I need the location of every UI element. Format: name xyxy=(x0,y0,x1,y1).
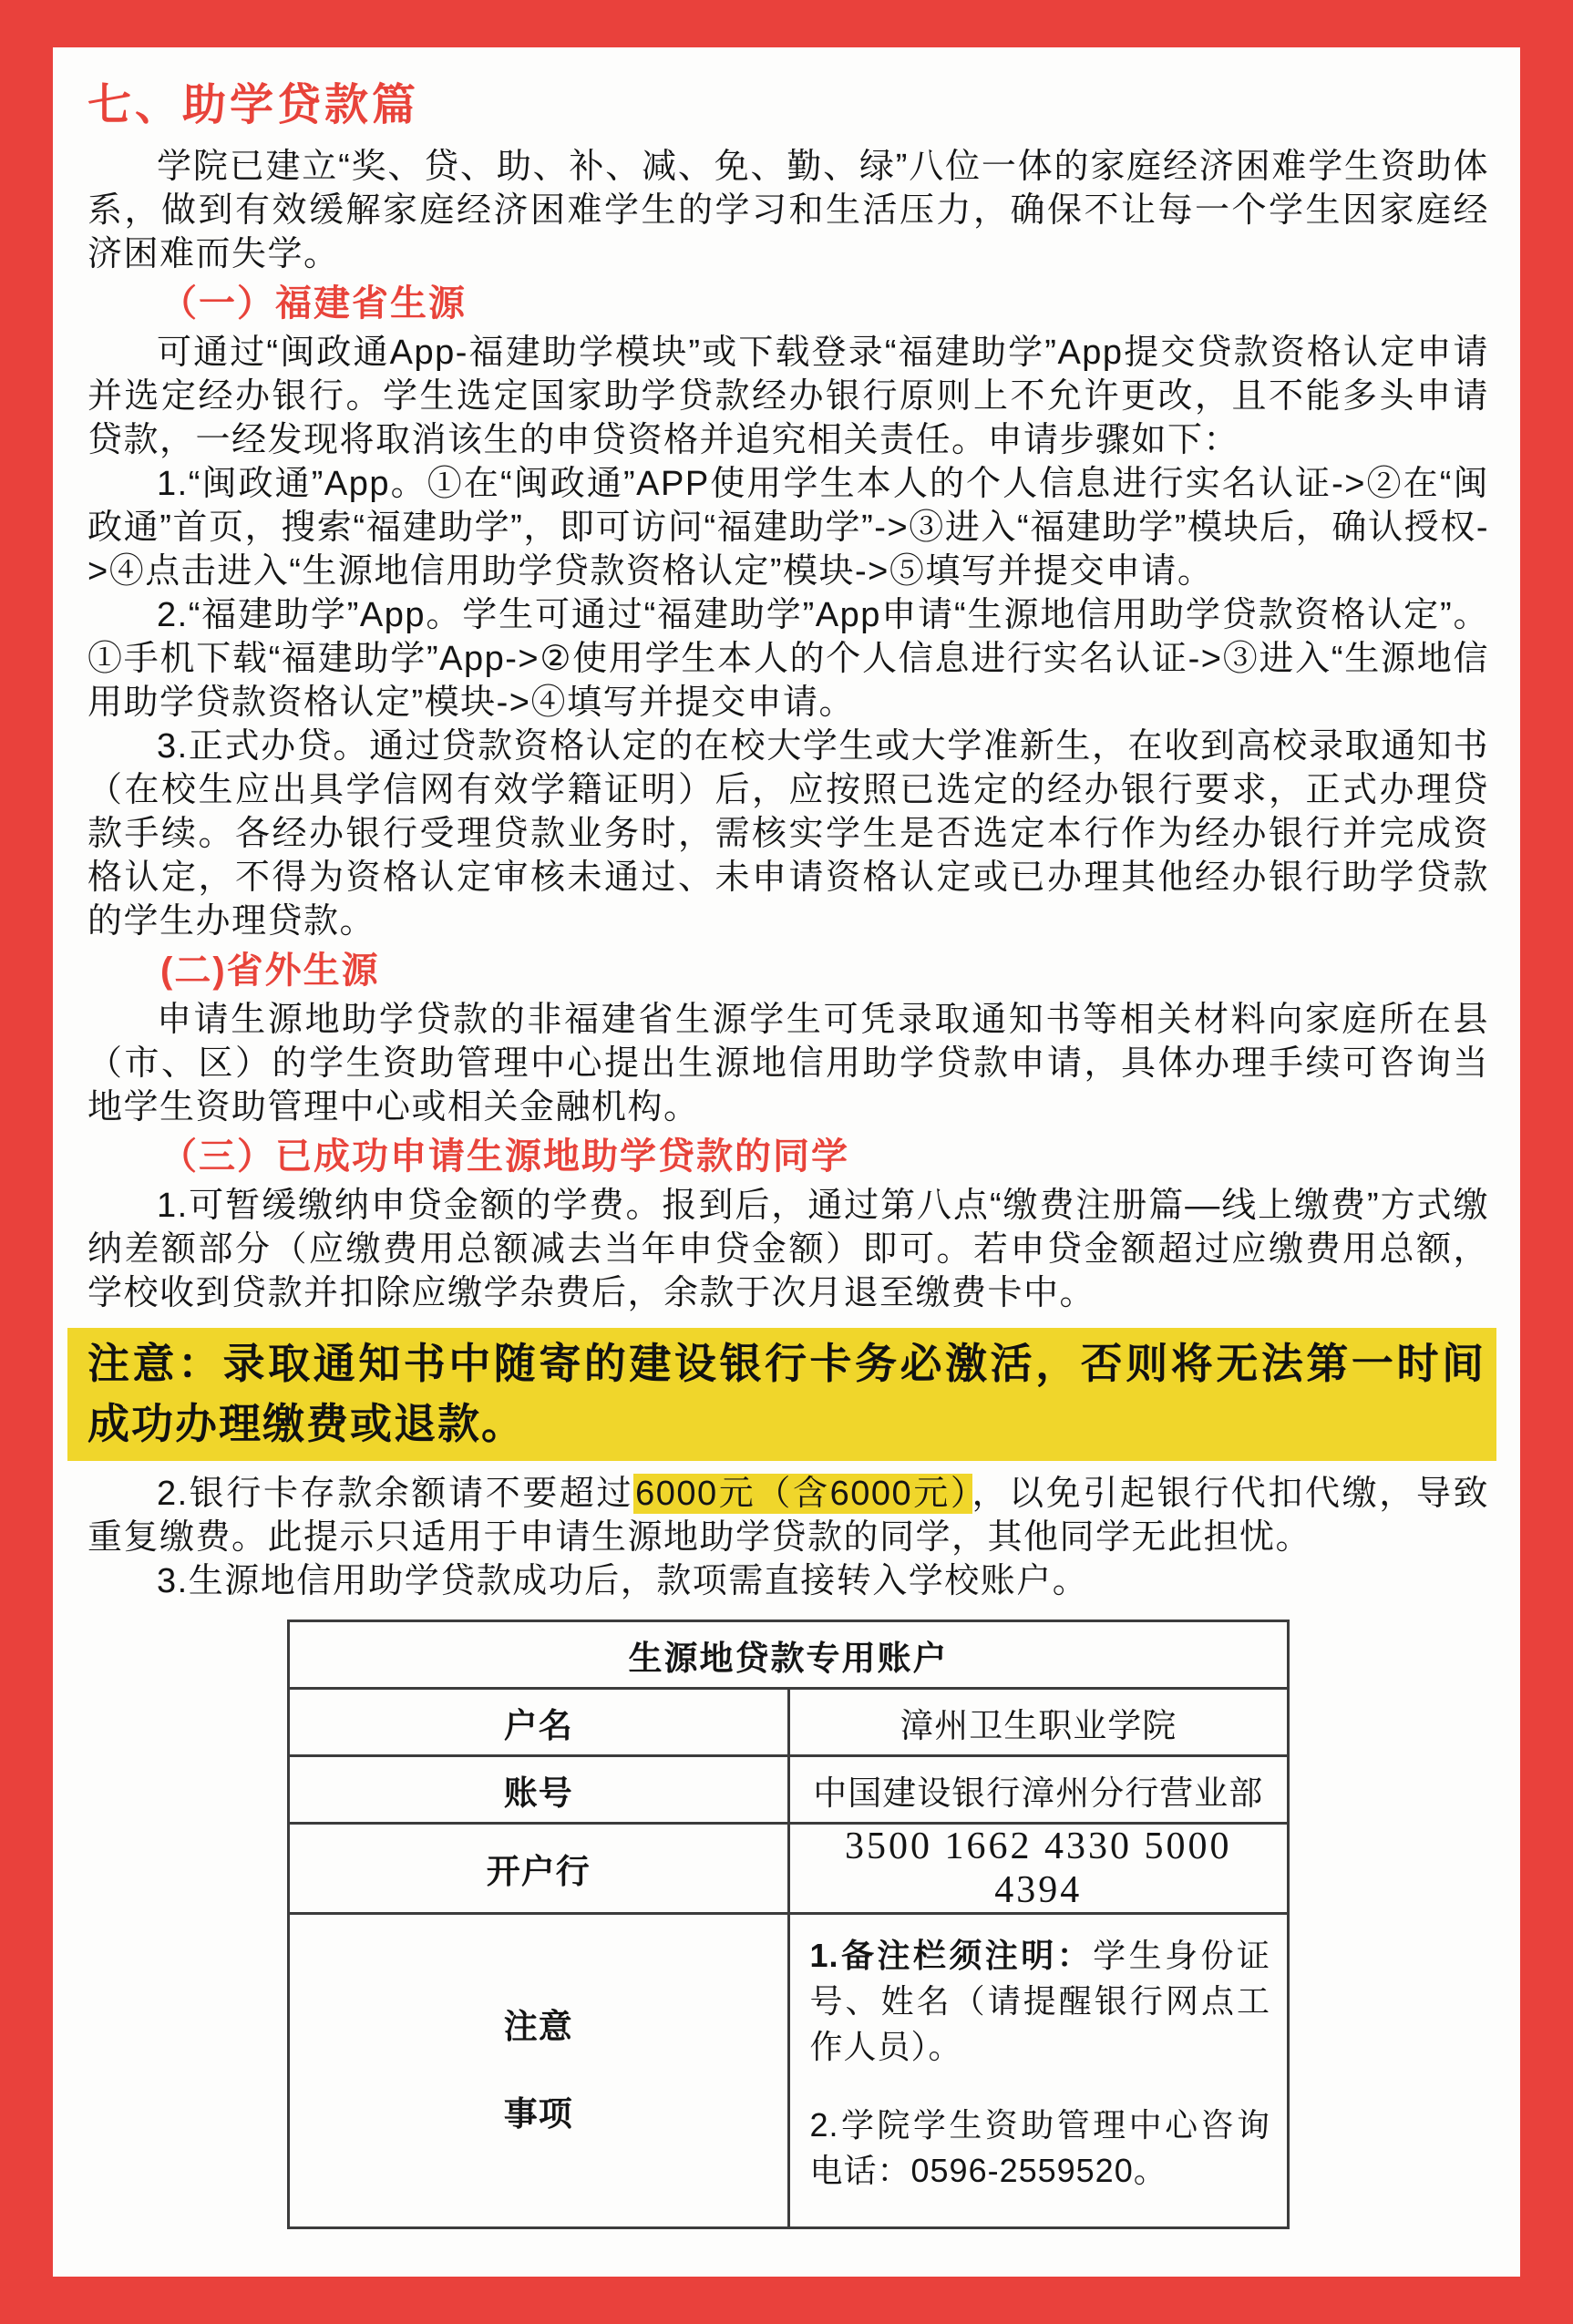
loan-account-table xyxy=(287,1620,1290,2229)
page-title: 七、助学贷款篇 xyxy=(87,81,420,129)
account-name-label: 户名 xyxy=(289,1689,789,1756)
account-name-value: 漳州卫生职业学院 xyxy=(788,1689,1289,1756)
table-row-notes xyxy=(289,1914,1289,2228)
account-number-value: 中国建设银行漳州分行营业部 xyxy=(788,1756,1289,1824)
section-1-step-fujianzhuxue-app: 2.“福建助学”App。学生可通过“福建助学”App申请“生源地信用助学贷款资格认定”。①手机下载“福建助学”App->②使用学生本人的个人信息进行实名认证->③进入“生源地信用助学贷款资格认定”模块->④填写并提交申请。 xyxy=(87,596,1489,722)
section-2-paragraph: 申请生源地助学贷款的非福建省生源学生可凭录取通知书等相关材料向家庭所在县（市、区）的学生资助管理中心提出生源地信用助学贷款申请，具体办理手续可咨询当地学生资助管理中心或相关金融机构。 xyxy=(87,1001,1489,1126)
notes-label-line2: 事项 xyxy=(503,2095,573,2133)
note-item-1-lead: 1.备注栏须注明： xyxy=(809,1937,1094,1974)
section-1-paragraph-overview: 可通过“闽政通App-福建助学模块”或下载登录“福建助学”App提交贷款资格认定申请并选定经办银行。学生选定国家助学贷款经办银行原则上不允许更改，且不能多头申请贷款，一经发现将取消该生的申贷资格并追究相关责任。申请步骤如下： xyxy=(87,334,1489,459)
note-item-1 xyxy=(810,1933,1271,2070)
section-3-paragraph-defer-tuition: 1.可暂缓缴纳申贷金额的学费。报到后，通过第八点“缴费注册篇—线上缴费”方式缴纳差额部分（应缴费用总额减去当年申贷金额）即可。若申贷金额超过应缴费用总额，学校收到贷款并扣除应缴学杂费后，余款于次月退至缴费卡中。 xyxy=(87,1187,1489,1312)
section-1-step-formal-loan: 3.正式办贷。通过贷款资格认定的在校大学生或大学准新生，在收到高校录取通知书（在校生应出具学信网有效学籍证明）后，应按照已选定的经办银行要求，正式办理贷款手续。各经办银行受理贷款业务时，需核实学生是否选定本行作为经办银行并完成资格认定，不得为资格认定审核未通过、未申请资格认定或已办理其他经办银行助学贷款的学生办理贷款。 xyxy=(87,727,1489,941)
notes-label-line1: 注意 xyxy=(503,2008,573,2045)
table-header-row xyxy=(289,1621,1289,1689)
notes-label xyxy=(289,1914,789,2228)
table-row-bank-branch xyxy=(289,1824,1289,1914)
note-item-2: 2.学院学生资助管理中心咨询电话：0596-2559520。 xyxy=(809,2106,1270,2189)
table-row-account-name xyxy=(289,1689,1289,1756)
section-3-paragraph-loan-transfer: 3.生源地信用助学贷款成功后，款项需直接转入学校账户。 xyxy=(157,1562,1089,1600)
note-item-1-rest: 学生身份证号、姓名（请提醒银行网点工作人员）。 xyxy=(809,1937,1270,2065)
section-3-heading: （三）已成功申请生源地助学贷款的同学 xyxy=(160,1136,849,1177)
bank-balance-highlight: 6000元（含6000元） xyxy=(635,1475,971,1513)
bank-branch-label: 开户行 xyxy=(289,1824,789,1914)
notice-banner: 注意：录取通知书中随寄的建设银行卡务必激活，否则将无法第一时间成功办理缴费或退款。 xyxy=(67,1328,1496,1461)
section-1-step-minzhengtong-app: 1.“闽政通”App。①在“闽政通”APP使用学生本人的个人信息进行实名认证->②在“闽政通”首页，搜索“福建助学”，即可访问“福建助学”->③进入“福建助学”模块后，确认授权->④点击进入“生源地信用助学贷款资格认定”模块->⑤填写并提交申请。 xyxy=(87,465,1489,591)
table-row-account-number xyxy=(289,1756,1289,1824)
notes-content xyxy=(788,1914,1289,2228)
bank-balance-text-pre: 2.银行卡存款余额请不要超过 xyxy=(157,1475,634,1513)
bank-branch-value: 3500 1662 4330 5000 4394 xyxy=(788,1824,1289,1914)
table-title: 生源地贷款专用账户 xyxy=(289,1621,1289,1689)
section-2-heading: (二)省外生源 xyxy=(160,951,380,991)
section-1-heading: （一）福建省生源 xyxy=(160,283,467,324)
section-3-paragraph-bank-balance xyxy=(87,1472,1489,1559)
bank-balance-text-post: ，以免引起银行代扣代缴，导致重复缴费。此提示只适用于申请生源地助学贷款的同学，其他同学无此担忧。 xyxy=(87,1475,1489,1557)
document-sheet xyxy=(53,47,1520,2277)
account-number-label: 账号 xyxy=(289,1756,789,1824)
intro-paragraph: 学院已建立“奖、贷、助、补、减、免、勤、绿”八位一体的家庭经济困难学生资助体系，做到有效缓解家庭经济困难学生的学习和生活压力，确保不让每一个学生因家庭经济困难而失学。 xyxy=(87,148,1489,273)
